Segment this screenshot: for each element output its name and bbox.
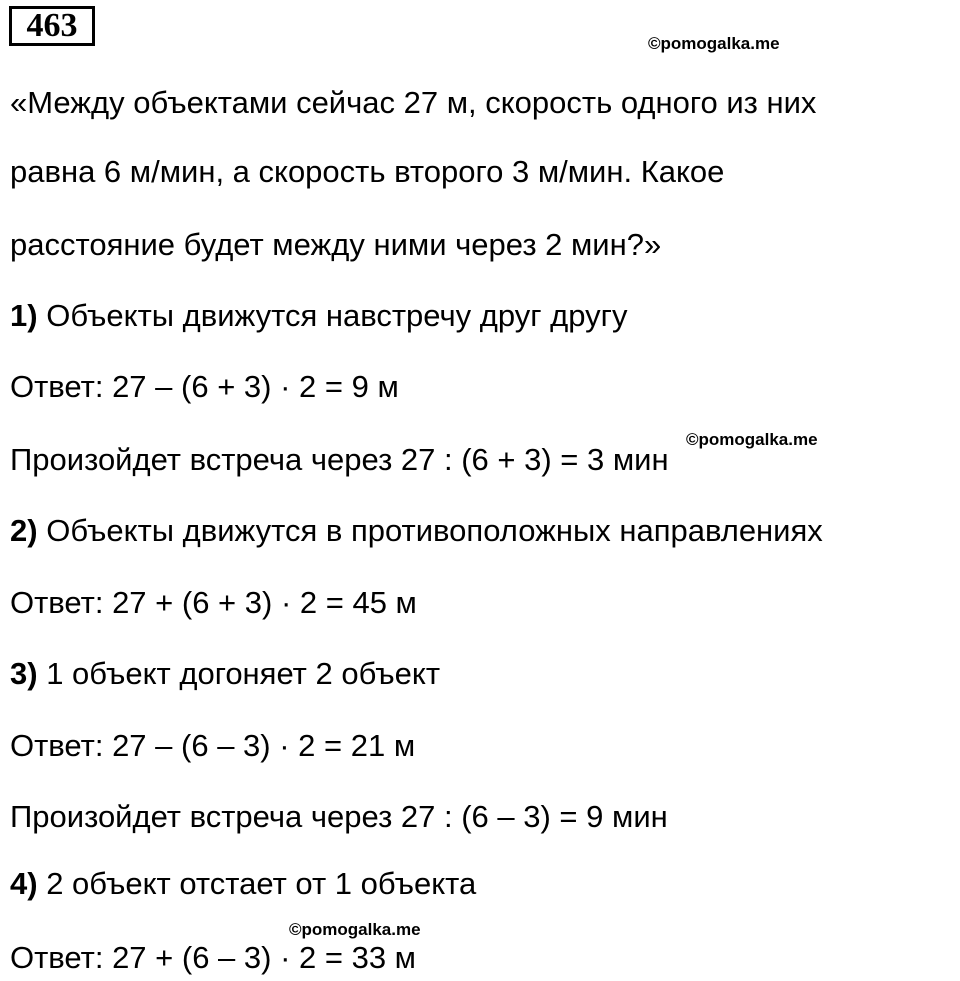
case-heading	[10, 864, 476, 904]
case-title: 1 объект догоняет 2 объект	[46, 656, 441, 691]
case-note: Произойдет встреча через 27 : (6 – 3) = 9 мин	[10, 799, 668, 834]
statement-line: «Между объектами сейчас 27 м, скорость одного из них	[10, 85, 817, 120]
statement-line: равна 6 м/мин, а скорость второго 3 м/мин. Какое	[10, 154, 725, 189]
watermark: ©pomogalka.me	[648, 34, 780, 53]
statement-line: расстояние будет между ними через 2 мин?»	[10, 227, 662, 262]
case-title: Объекты движутся в противоположных направлениях	[46, 513, 823, 548]
case-answer: Ответ: 27 + (6 – 3) · 2 = 33 м	[10, 940, 416, 975]
watermark: ©pomogalka.me	[289, 920, 421, 939]
case-label: 2)	[10, 513, 38, 548]
case-note: Произойдет встреча через 27 : (6 + 3) = 3 мин	[10, 442, 669, 477]
problem-number: 463	[9, 6, 95, 46]
case-answer: Ответ: 27 + (6 + 3) · 2 = 45 м	[10, 585, 417, 620]
case-title: 2 объект отстает от 1 объекта	[46, 866, 477, 901]
case-heading	[10, 654, 440, 694]
case-answer: Ответ: 27 – (6 + 3) · 2 = 9 м	[10, 369, 399, 404]
case-title: Объекты движутся навстречу друг другу	[46, 298, 628, 333]
watermark: ©pomogalka.me	[686, 430, 818, 449]
case-answer: Ответ: 27 – (6 – 3) · 2 = 21 м	[10, 728, 416, 763]
case-heading	[10, 511, 823, 551]
case-label: 3)	[10, 656, 38, 691]
case-label: 1)	[10, 298, 38, 333]
case-heading	[10, 296, 627, 336]
case-label: 4)	[10, 866, 38, 901]
